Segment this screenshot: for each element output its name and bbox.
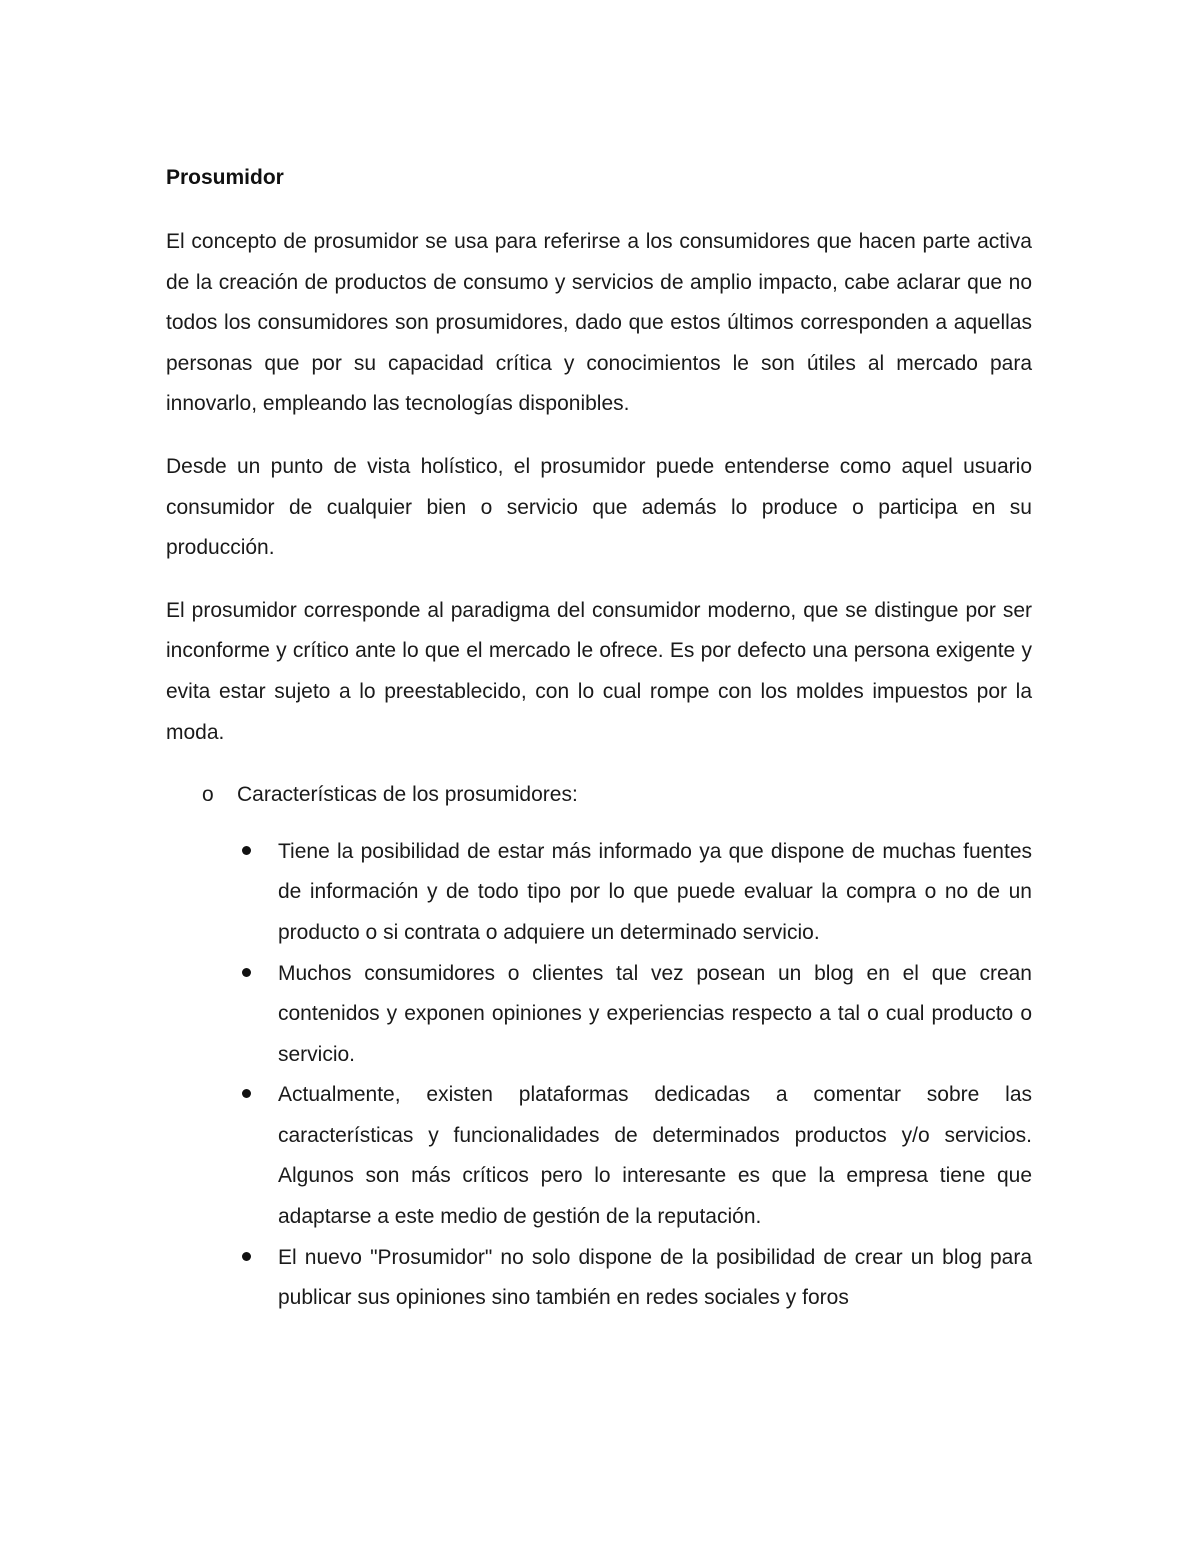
characteristics-heading: Características de los prosumidores: bbox=[237, 783, 578, 807]
document-title: Prosumidor bbox=[166, 166, 284, 189]
bullet-list bbox=[166, 832, 1032, 1319]
characteristics-heading-item bbox=[166, 775, 1032, 816]
bullet-dot-icon bbox=[242, 1089, 251, 1098]
bullet-dot-icon bbox=[242, 1252, 251, 1261]
bullet-dot-icon bbox=[242, 968, 251, 977]
document-page bbox=[166, 160, 1032, 1319]
list-item bbox=[166, 954, 1032, 1076]
paragraph-holistic: Desde un punto de vista holístico, el prosumidor puede entenderse como aquel usuario consumidor de cualquier bien o servicio que además lo produce o participa en su producción. bbox=[166, 454, 1032, 560]
paragraph-paradigm: El prosumidor corresponde al paradigma del consumidor moderno, que se distingue por ser inconforme y crítico ante lo que el mercado le ofrece. Es por defecto una persona exigente y evita estar sujeto a lo preestablecido, con lo cual rompe con los moldes impuestos por la moda. bbox=[166, 598, 1032, 744]
characteristics-list bbox=[166, 775, 1032, 816]
list-item bbox=[166, 1238, 1032, 1319]
list-item-text: El nuevo "Prosumidor" no solo dispone de la posibilidad de crear un blog para publicar sus opiniones sino también en redes sociales y foros bbox=[278, 1245, 1032, 1310]
paragraph-definition: El concepto de prosumidor se usa para referirse a los consumidores que hacen parte activa de la creación de productos de consumo y servicios de amplio impacto, cabe aclarar que no todos los consumidores son prosumidores, dado que estos últimos corresponden a aquellas personas que por su capacidad crítica y conocimientos le son útiles al mercado para innovarlo, empleando las tecnologías disponibles. bbox=[166, 230, 1032, 416]
bullet-dot-icon bbox=[242, 846, 251, 855]
list-item-text: Tiene la posibilidad de estar más informado ya que dispone de muchas fuentes de información y de todo tipo por lo que puede evaluar la compra o no de un producto o si contrata o adquiere un determinado servicio. bbox=[278, 839, 1032, 944]
list-item bbox=[166, 1075, 1032, 1237]
list-item bbox=[166, 832, 1032, 954]
list-item-text: Actualmente, existen plataformas dedicadas a comentar sobre las características y funcionalidades de determinados productos y/o servicios. Algunos son más críticos pero lo interesante es que la empresa tiene que adaptarse a este medio de gestión de la reputación. bbox=[278, 1083, 1032, 1229]
list-item-text: Muchos consumidores o clientes tal vez posean un blog en el que crean contenidos y exponen opiniones y experiencias respecto a tal o cual producto o servicio. bbox=[278, 961, 1032, 1066]
circle-marker-icon: o bbox=[202, 783, 214, 807]
